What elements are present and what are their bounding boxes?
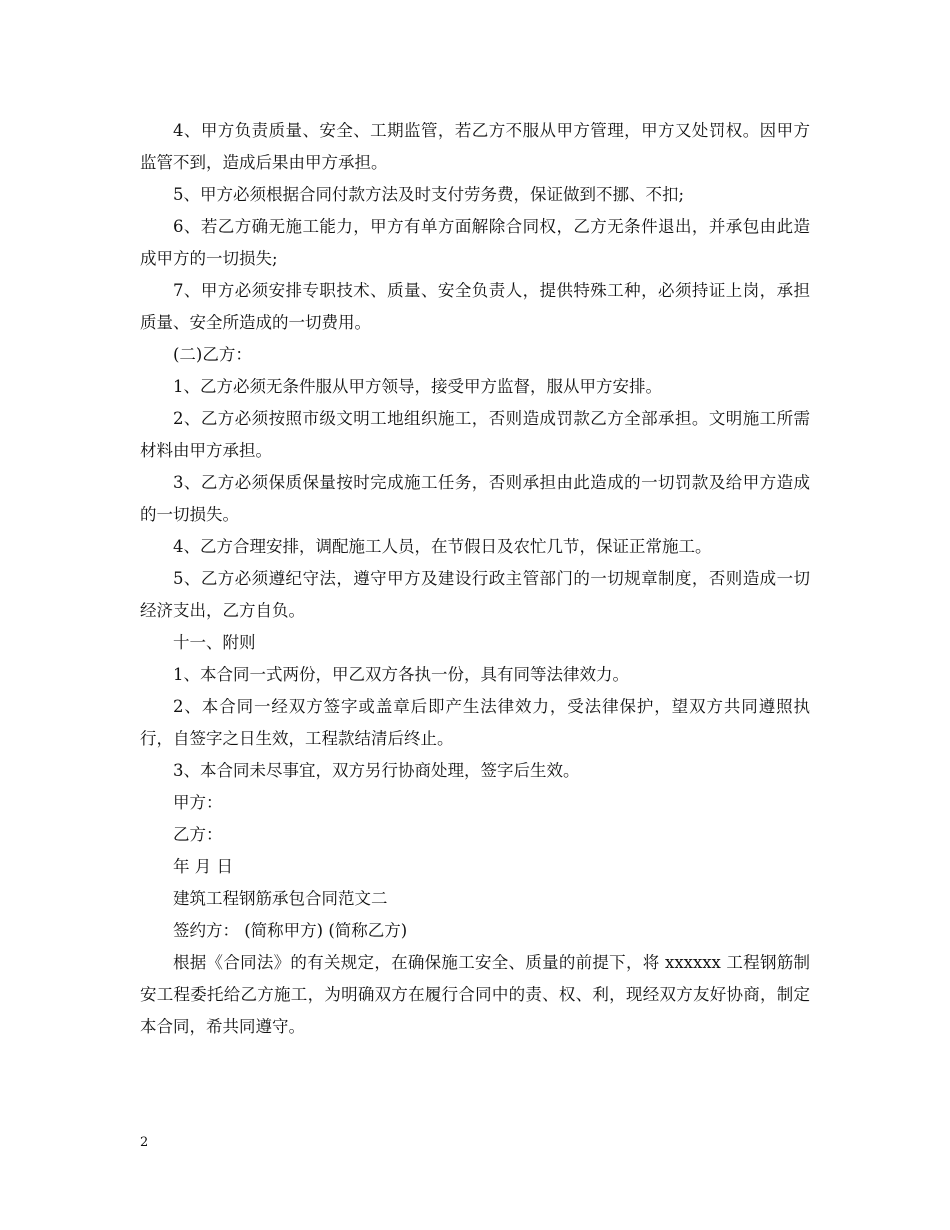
clause-party-b-4: 4、乙方合理安排，调配施工人员，在节假日及农忙几节，保证正常施工。	[173, 537, 712, 556]
clause-party-b-1: 1、乙方必须无条件服从甲方领导，接受甲方监督，服从甲方安排。	[173, 377, 662, 396]
contract-preamble: 根据《合同法》的有关规定，在确保施工安全、质量的前提下，将 xxxxxx 工程钢筋制安工程委托给乙方施工，为明确双方在履行合同中的责、权、利，现经双方友好协商，制定本合同，希共同遵守。	[140, 953, 810, 1036]
second-contract-title: 建筑工程钢筋承包合同范文二	[173, 889, 388, 908]
signature-date: 年 月 日	[173, 857, 233, 876]
clause-party-a-5: 5、甲方必须根据合同付款方法及时支付劳务费，保证做到不挪、不扣;	[173, 185, 685, 204]
signing-parties: 签约方： (简称甲方) (简称乙方)	[173, 921, 408, 940]
clause-party-b-5: 5、乙方必须遵纪守法，遵守甲方及建设行政主管部门的一切规章制度，否则造成一切经济支出，乙方自负。	[140, 569, 810, 620]
clause-party-b-3: 3、乙方必须保质保量按时完成施工任务，否则承担由此造成的一切罚款及给甲方造成的一切损失。	[140, 473, 810, 524]
supplementary-clause-2: 2、本合同一经双方签字或盖章后即产生法律效力，受法律保护，望双方共同遵照执行，自签字之日生效，工程款结清后终止。	[140, 697, 810, 748]
clause-party-a-7: 7、甲方必须安排专职技术、质量、安全负责人，提供特殊工种，必须持证上岗，承担质量、安全所造成的一切费用。	[140, 281, 810, 332]
page-number: 2	[140, 1135, 149, 1150]
signature-party-a: 甲方：	[173, 793, 223, 812]
supplementary-clause-1: 1、本合同一式两份，甲乙双方各执一份，具有同等法律效力。	[173, 665, 629, 684]
signature-party-b: 乙方：	[173, 825, 223, 844]
clause-party-a-4: 4、甲方负责质量、安全、工期监管，若乙方不服从甲方管理，甲方又处罚权。因甲方监管不到，造成后果由甲方承担。	[140, 121, 810, 172]
section-heading-supplementary: 十一、附则	[173, 633, 256, 652]
clause-party-a-6: 6、若乙方确无施工能力，甲方有单方面解除合同权，乙方无条件退出，并承包由此造成甲方的一切损失;	[140, 217, 810, 268]
section-heading-party-b: (二)乙方：	[173, 345, 252, 364]
supplementary-clause-3: 3、本合同未尽事宜，双方另行协商处理，签字后生效。	[173, 761, 580, 780]
document-body	[140, 115, 810, 1043]
clause-party-b-2: 2、乙方必须按照市级文明工地组织施工，否则造成罚款乙方全部承担。文明施工所需材料由甲方承担。	[140, 409, 810, 460]
